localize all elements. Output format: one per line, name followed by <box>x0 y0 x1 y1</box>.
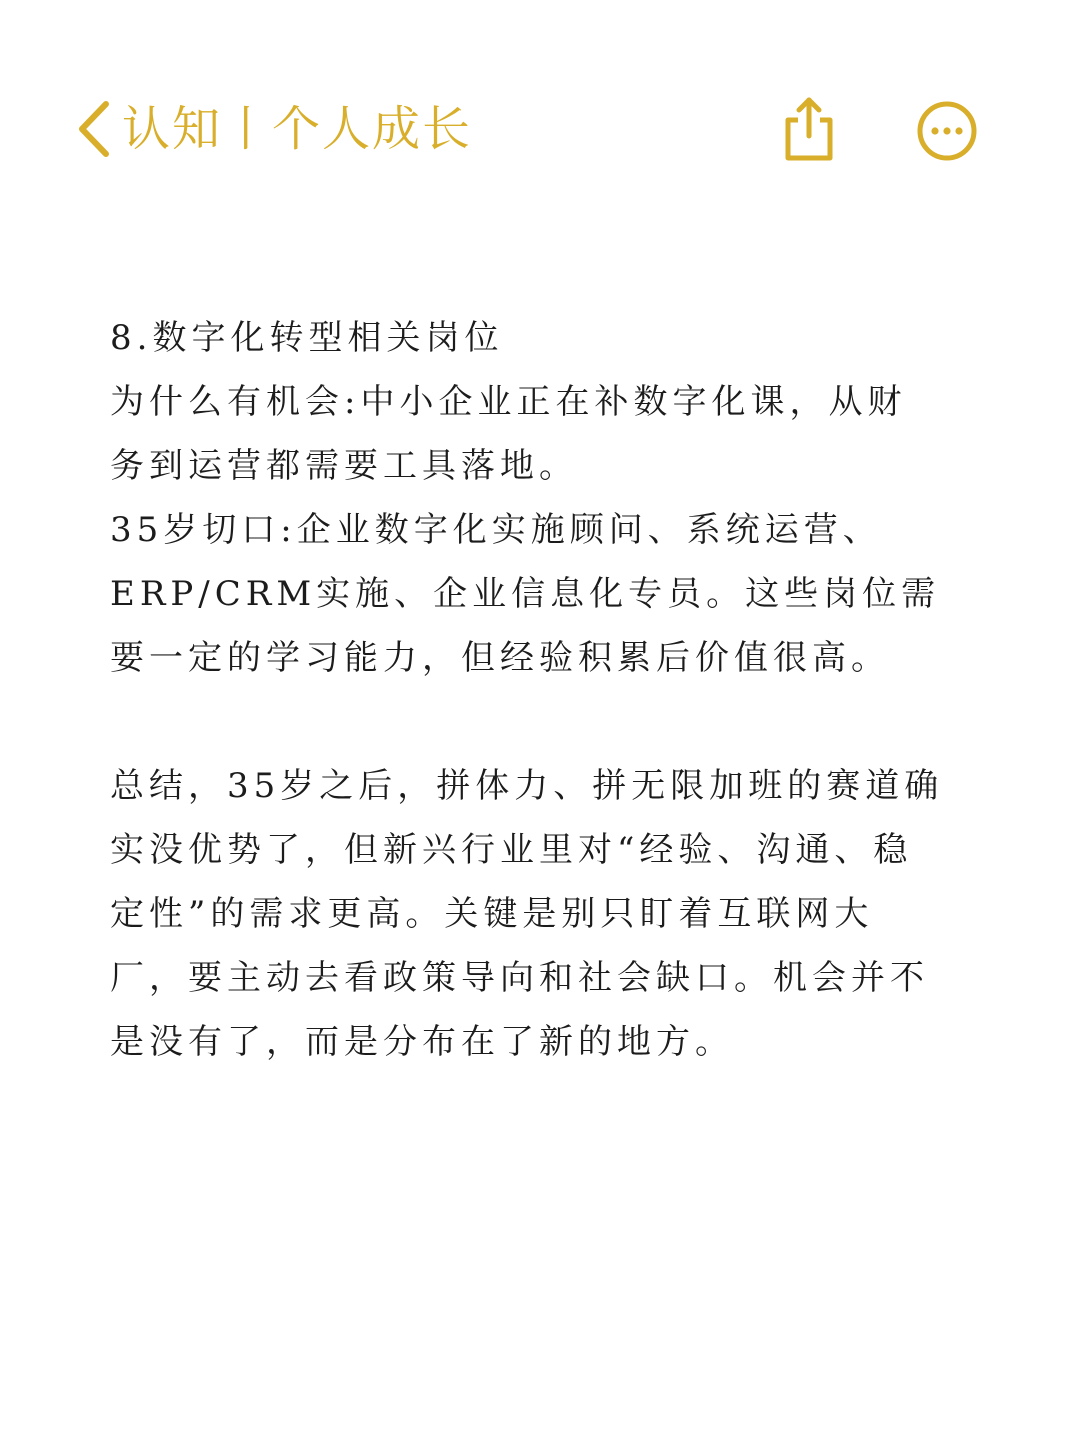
entry-paragraph: 35岁切口:企业数字化实施顾问、系统运营、 ERP/CRM实施、企业信息化专员。这些岗位需 要一定的学习能力，但经验积累后价值很高。 <box>110 510 941 678</box>
share-icon <box>778 149 840 166</box>
why-paragraph: 为什么有机会:中小企业正在补数字化课，从财 务到运营都需要工具落地。 <box>110 382 907 486</box>
ellipsis-circle-icon <box>916 149 978 166</box>
summary-paragraph: 总结，35岁之后，拼体力、拼无限加班的赛道确 实没优势了，但新兴行业里对“经验、沟通、稳 定性”的需求更高。关键是别只盯着互联网大 厂，要主动去看政策导向和社会缺口。机会并不 是没有了，而是分布在了新的地方。 <box>110 766 944 1062</box>
navigation-bar <box>0 0 1080 260</box>
note-body[interactable] <box>110 306 960 1074</box>
folder-title[interactable]: 认知丨个人成长 <box>122 101 473 157</box>
paragraph-spacer <box>110 690 960 754</box>
back-button[interactable] <box>74 98 114 160</box>
section-heading: 8.数字化转型相关岗位 <box>110 318 504 358</box>
chevron-left-icon <box>74 98 114 160</box>
more-options-button[interactable] <box>916 100 978 162</box>
share-button[interactable] <box>778 96 840 162</box>
